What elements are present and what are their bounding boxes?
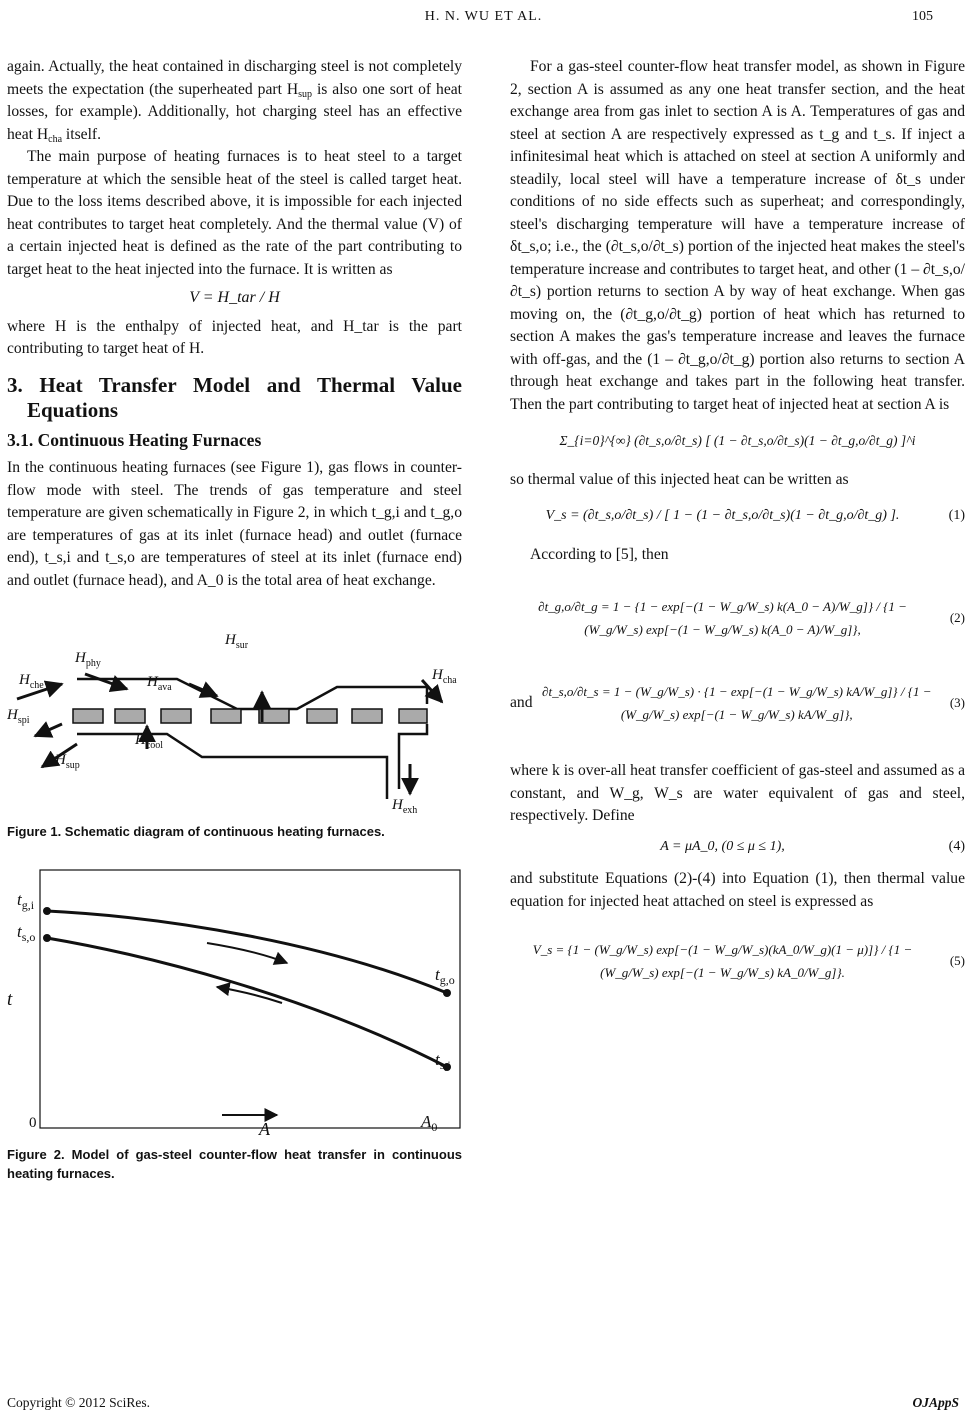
label-h-sur: $H_{sur}$ [225, 632, 249, 651]
section-heading: 3. Heat Transfer Model and Thermal Value Equations [7, 372, 462, 422]
equation-5: V_s = {1 − (W_g/W_s) exp[−(1 − W_g/W_s)(kA_0/W_g)(1 − μ)]} / {1 − (W_g/W_s) exp[−(1 − W_g/W_s) kA_0/W_g]}. (5) [532, 942, 965, 980]
label-origin: 0 [29, 1115, 37, 1131]
label-h-cha: $H_{cha}$ [432, 667, 457, 686]
label-h-ava: $H_{ava}$ [147, 674, 172, 693]
paragraph: and substitute Equations (2)-(4) into Equation (1), then thermal value equation for injected heat attached on steel is expressed as [510, 870, 965, 910]
equation-sum: Σ_{i=0}^{∞} (∂t_s,o/∂t_s) [ (1 − ∂t_s,o/∂t_s)(1 − ∂t_g,o/∂t_g) ]^i [559, 433, 916, 448]
subsection-heading: 3.1. Continuous Heating Furnaces [7, 429, 262, 450]
paragraph: In the continuous heating furnaces (see Figure 1), gas flows in counter-flow mode with steel. The trends of gas temperature and steel temperature are given schematically in Figure 2, in which t_g,i and t_g,o are temperatures of gas at its inlet (furnace head) and outlet (furnace end), t_s,i and t_s,o are temperatures of steel at its inlet (furnace end) and outlet (furnace head), and A_0 is the total area of heat exchange. [7, 459, 462, 589]
paragraph: so thermal value of this injected heat can be written as [510, 470, 849, 488]
figure-1-caption: Figure 1. Schematic diagram of continuous heating furnaces. [7, 824, 385, 839]
figure-2-caption: Figure 2. Model of gas-steel counter-flow heat transfer in continuous heating furnaces. [7, 1147, 462, 1181]
label-t-gi: $t_{g,i}$ [17, 890, 35, 912]
paragraph: The main purpose of heating furnaces is to heat steel to a target temperature at which the sensible heat of the steel is called target heat. Due to the loss items described above, it is impossible for each injected heat contributes to target heat completely. And the thermal value (V) of a certain injected heat is defined as the rate of the part contributing to target heat to the heat injected into the furnace. It is written as [7, 148, 462, 278]
equation-2: ∂t_g,o/∂t_g = 1 − {1 − exp[−(1 − W_g/W_s) k(A_0 − A)/W_g]} / {1 − (W_g/W_s) exp[−(1 − W_g/W_s) k(A_0 − A)/W_g]}, (2) [538, 599, 965, 637]
label-h-cool: $H_{cool}$ [135, 732, 164, 751]
equation-4: A = μA_0, (0 ≤ μ ≤ 1), (4) [660, 838, 965, 854]
label-A-axis: A [259, 1119, 270, 1135]
label-t-axis: t [7, 989, 13, 1010]
paragraph: again. Actually, the heat contained in discharging steel is not completely meets the expectation (the superheated part $H_{sup}$ is also one sort of heat losses, for example). Additionally, hot charging steel has an effective heat $H_{cha}$ itself. [7, 58, 462, 145]
label-h-che: $H_{che}$ [19, 672, 44, 691]
label-h-sup: $H_{sup}$ [55, 752, 80, 771]
running-title: H. N. WU ET AL. [424, 9, 543, 24]
paragraph: According to [5], then [530, 545, 669, 563]
page-header [0, 7, 967, 29]
label-A0: $A_0$ [421, 1112, 438, 1134]
label-h-phy: $H_{phy}$ [75, 650, 101, 669]
page-number: 105 [912, 9, 933, 24]
equation-thermal-value: V = H_tar / H [189, 289, 280, 306]
equation-3: and ∂t_s,o/∂t_s = 1 − (W_g/W_s) · {1 − exp[−(1 − W_g/W_s) kA/W_g]} / {1 − (W_g/W_s) exp[−(1 − W_g/W_s) kA/W_g]}, (3) [510, 684, 965, 722]
copyright: Copyright © 2012 SciRes. [7, 1395, 151, 1410]
figure-1-furnace-diagram [7, 624, 462, 814]
paragraph: where k is over-all heat transfer coefficient of gas-steel and assumed as a constant, and W_g, W_s are water equivalent of gas and steel, respectively. Define [510, 762, 965, 824]
label-t-go: $t_{g,o}$ [435, 965, 455, 987]
label-h-spi: $H_{spi}$ [7, 707, 30, 726]
paragraph: For a gas-steel counter-flow heat transfer model, as shown in Figure 2, section A is assumed as any one heat transfer section, and the heat exchange area from gas inlet to section A is A. Temperatures of gas and steel at section A are respectively expressed as t_g and t_s. If inject a infinitesimal heat which is attached on steel at section A uniformly and steadily, local steel will have a temperature increase of δt_s under conditions of no side effects such as superheat; and correspondingly, steel's discharging temperature will have a temperature increase of δt_s,o; i.e., the (∂t_s,o/∂t_s) portion of the injected heat makes the steel's temperature increase and contributes to target heat, and other (1 – ∂t_s,o/∂t_s) portion returns to section A by way of heat exchange. When gas moving on, the (∂t_g,o/∂t_g) portion of heat which has returned to section A makes the gas's temperature increase and leaves the furnace with off-gas, and the (1 – ∂t_g,o/∂t_g) portion also returns to section A through heat exchange and takes part in the following heat transfer. Then the part contributing to target heat of injected heat at section A is [510, 58, 965, 413]
figure-2-counterflow-model [7, 865, 462, 1135]
label-t-so: $t_{s,o}$ [17, 922, 36, 944]
equation-1: V_s = (∂t_s,o/∂t_s) / [ 1 − (1 − ∂t_s,o/∂t_s)(1 − ∂t_g,o/∂t_g) ]. (1) [545, 508, 965, 523]
label-t-si: $t_{s,i}$ [435, 1050, 451, 1072]
paragraph: where H is the enthalpy of injected heat, and H_tar is the part contributing to target heat of H. [7, 317, 462, 357]
label-h-exh: $H_{exh}$ [392, 797, 418, 814]
steel-slabs [73, 709, 427, 723]
right-column [510, 56, 965, 994]
left-column [7, 56, 462, 1183]
journal-name: OJAppS [912, 1395, 959, 1410]
